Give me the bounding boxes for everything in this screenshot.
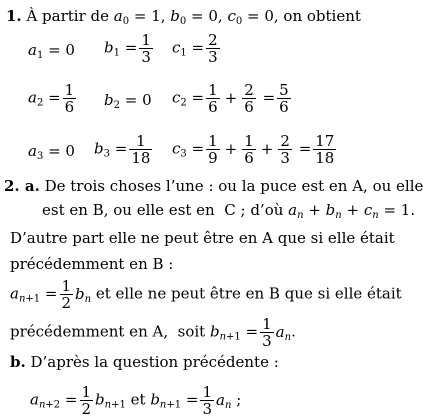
q1-intro-text: À partir de $a_0 = 1$, $b_0 = 0$, $c_0 = 0$, on obtient <box>26 7 361 27</box>
q2b-label: b. <box>10 353 26 371</box>
q1-row3-c: $c_3$ = $\frac{1}{9}$ + $\frac{1}{6}$ + $\frac{2}{3}$ = $\frac{17}{18}$ <box>172 132 335 167</box>
q1-row3-b: $b_3$ = $\frac{1}{18}$ <box>94 132 151 167</box>
q1-row1-c: $c_1$ = $\frac{2}{3}$ <box>172 31 218 66</box>
q2b-text: D’après la question précédente : <box>30 353 279 371</box>
q1-number: 1. <box>6 7 22 25</box>
q2a-line3: D’autre part elle ne peut être en A que si elle était <box>10 229 395 247</box>
q2a-line6: précédemment en A, soit $b_{n+1}$ = $\frac{1}{3}$ $a_n$. <box>10 315 296 350</box>
q1-row2-a: $a_2$ = $\frac{1}{6}$ <box>28 81 75 116</box>
q1-row1-a: $a_1 = 0$ <box>28 41 75 61</box>
q1-row2-b: $b_2 = 0$ <box>104 91 152 111</box>
q2a-line1-text: De trois choses l’une : ou la puce est en A, ou elle <box>44 177 423 195</box>
q1-row2-c: $c_2$ = $\frac{1}{6}$ + $\frac{2}{6}$ = $\frac{5}{6}$ <box>172 81 289 116</box>
q2b-line <box>10 352 279 372</box>
q1-row1-b: $b_1$ = $\frac{1}{3}$ <box>104 31 151 66</box>
q2b-last-line: $a_{n+2}$ = $\frac{1}{2}$ $b_{n+1}$ et $b_{n+1}$ = $\frac{1}{3}$ $a_n$ ; <box>30 383 242 418</box>
q2a-line1 <box>4 176 423 196</box>
q2a-line2: est en B, ou elle est en C ; d’où $a_n + b_n + c_n = 1$. <box>42 201 416 221</box>
q1-intro <box>6 6 361 26</box>
q2a-line5: $a_{n+1}$ = $\frac{1}{2}$ $b_n$ et elle ne peut être en B que si elle était <box>10 277 402 312</box>
q2a-line4: précédemment en B : <box>10 255 174 273</box>
q2-number: 2. a. <box>4 177 40 195</box>
q1-row3-a: $a_3 = 0$ <box>28 142 75 162</box>
